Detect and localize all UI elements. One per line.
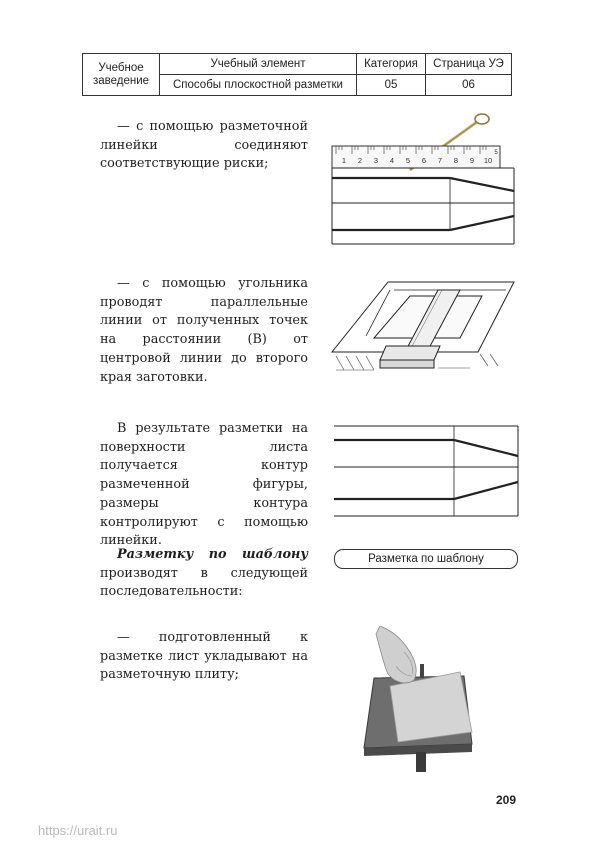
paragraph-result: В результате разметки на поверхности листа получается контур размеченной фигуры, размеры контура контролируют с помощью линейки. <box>100 421 308 549</box>
template-intro-rest: производят в следующей последовательности: <box>100 565 308 600</box>
ruler-edge-mark: 5 <box>494 150 498 156</box>
header-element-value: Способы плоскостной разметки <box>160 75 357 96</box>
ruler-tick-2: 2 <box>357 156 363 165</box>
ruler-tick-6: 6 <box>421 156 427 165</box>
paragraph-template-intro <box>100 546 308 602</box>
square-plate-figure <box>330 270 520 380</box>
ruler-tick-7: 7 <box>437 156 443 165</box>
square-stock <box>380 346 440 360</box>
template-marking-label: Разметка по шаблону <box>334 549 518 569</box>
header-category-value: 05 <box>357 75 426 96</box>
plate-photo <box>360 626 476 772</box>
header-institution: Учебное заведение <box>83 54 160 96</box>
paragraph-square: — с помощью угольника проводят параллельные линии от полученных точек на расстоянии (В) от центровой линии до второго края заготовки. <box>100 276 308 385</box>
ruler-tick-10: 10 <box>483 156 493 165</box>
header-page-title: Страница УЭ <box>426 54 512 75</box>
paragraph-ruler: — с помощью разметочной линейки соединяют соответствующие риски; <box>100 119 308 172</box>
ruler-tick-4: 4 <box>389 156 395 165</box>
header-page-value: 06 <box>426 75 512 96</box>
header-table <box>82 53 512 96</box>
header-element-title: Учебный элемент <box>160 54 357 75</box>
watermark: https://urait.ru <box>38 823 118 838</box>
ruler-tick-9: 9 <box>469 156 475 165</box>
ruler-tick-8: 8 <box>453 156 459 165</box>
ruler-tick-1: 1 <box>341 156 347 165</box>
contour-figure <box>330 420 522 520</box>
header-category-title: Категория <box>357 54 426 75</box>
template-emphasis: Разметку по шаблону <box>117 547 308 562</box>
ruler-marking-figure <box>326 108 522 256</box>
ruler-tick-5: 5 <box>405 156 411 165</box>
scriber-ring-icon <box>475 114 489 124</box>
ruler-tick-3: 3 <box>373 156 379 165</box>
page-number: 209 <box>496 793 517 807</box>
plate-stand <box>416 752 426 772</box>
paragraph-plate: — подготовленный к разметке лист укладывают на разметочную плиту; <box>100 630 308 683</box>
